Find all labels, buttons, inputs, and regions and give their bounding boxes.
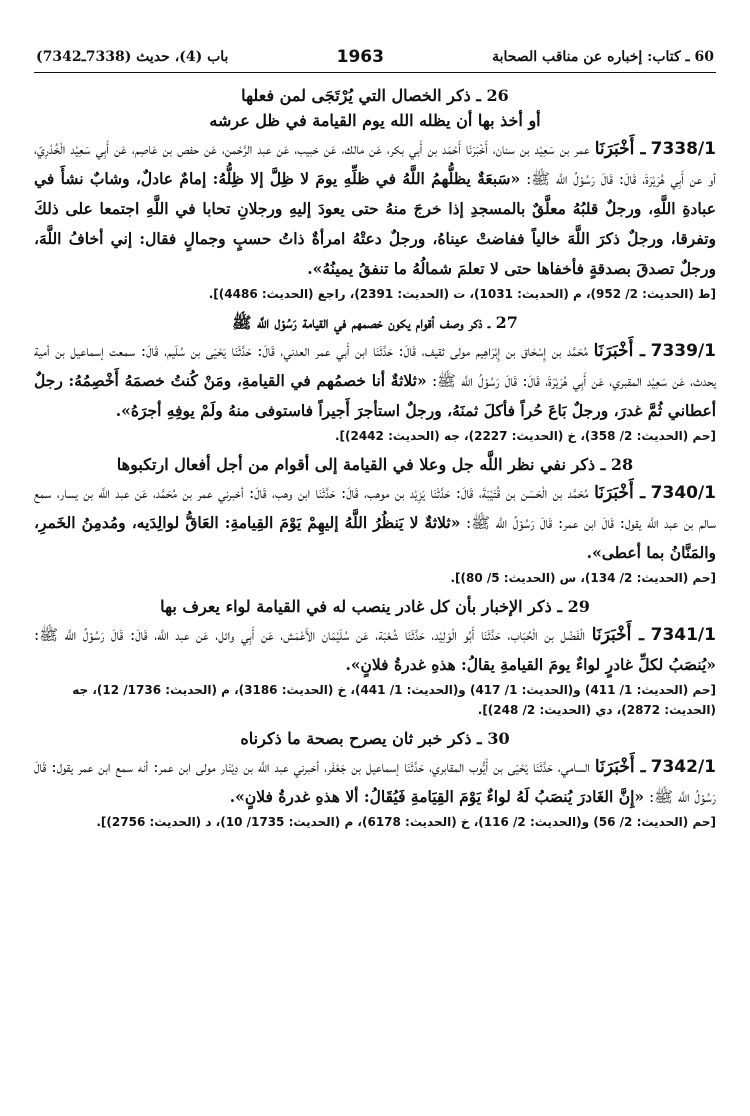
section-title-line: 27 ـ ذكر وصف أقوام يكون خصمهم في القيامة رَسُوْل اللَّه ﷺ <box>232 313 518 332</box>
section-title <box>34 452 716 477</box>
hadith-matn: «يُنصَبُ لكلِّ غادرٍ لواءٌ يومَ القيامةِ يقالُ: هذهِ غدرةُ فلانٍ». <box>345 655 716 674</box>
section-29 <box>34 594 716 720</box>
section-title-line: 26 ـ ذكر الخصال التي يُرْتَجَى لمن فعلها <box>241 86 509 105</box>
hadith-reference: [حم (الحديث: 1/ 411) و(الحديث: 1/ 417) و(الحديث: 1/ 441)، خ (الحديث: 3186)، م (الحديث: 1736/ 12)، جه (الحديث: 2872)، دي (الحديث: 2/ 248)]. <box>72 683 716 717</box>
section-title-line: أو أخذ بها أن يظله الله يوم القيامة في ظل عرشه <box>209 111 541 130</box>
section-title <box>34 594 716 619</box>
akhbarana-word: ـ أَخْبَرَنَا <box>594 757 646 777</box>
hadith-number: 7339/1 <box>650 341 716 361</box>
section-title-line: 30 ـ ذكر خبر ثان يصرح بصحة ما ذكرناه <box>240 729 510 748</box>
hadith-text <box>34 621 716 680</box>
akhbarana-word: ـ أَخْبَرَنَا <box>594 483 646 503</box>
section-27 <box>34 310 716 446</box>
hadith-reference: [حم (الحديث: 2/ 134)، س (الحديث: 5/ 80)]. <box>450 571 716 585</box>
hadith-text <box>34 753 716 812</box>
section-30 <box>34 726 716 832</box>
hadith-reference: [ط (الحديث: 2/ 952)، م (الحديث: 1031)، ت (الحديث: 2391)، راجع (الحديث: 4486)]. <box>208 287 716 301</box>
hadith-isnad: عمر بن سَعِيْد بن سنان، أَخْبَرَنَا أَحْمَد بن أَبي بكر، عَن مالك، عَن خبيب، عَن عبد الرَّحْمن، عَن حفص بن عَاصِم، عَن أَبِي سَعِيْد الْخُدْرِيّ، أو عن أَبِي هُرَيْرَةَ، قَالَ: قَالَ رَسُوْلُ اللَّه ﷺ: <box>34 140 716 188</box>
hadith-text <box>34 479 716 568</box>
hadith-text <box>34 337 716 426</box>
hadith-matn: «ثلاثةٌ لا يَنظُرُ اللَّهُ إليهِمْ يَوْمَ القِيامةِ: العَاقُّ لوالِدَيه، ومُدمِنُ الخَمرِ، والمَنَّانُ بما أعطى». <box>34 513 716 562</box>
hadith-reference: [حم (الحديث: 2/ 56) و(الحديث: 2/ 116)، خ (الحديث: 6178)، م (الحديث: 1735/ 10)، د (الحديث: 2756)]. <box>96 815 716 829</box>
hadith-isnad: الْفَضْل بن الْحُبَاب، حَدَّثَنَا أَبُو الْوَلِيْد، حَدَّثَنَا شُعْبَة، عَن سُلَيْمَان الأَعْمَش، عَن أَبِي وائل، عَن عبد اللَّه، قَالَ: قَالَ رَسُوْلُ اللَّه ﷺ: <box>34 626 586 644</box>
hadith-number: 7341/1 <box>650 625 716 645</box>
hadith-number: 7342/1 <box>650 757 716 777</box>
section-26 <box>34 83 716 304</box>
hadith-matn: «سَبعَةٌ يظلُّهمُ اللَّهُ في ظلِّهِ يومَ لا ظِلَّ إلا ظِلُّهُ: إمامٌ عادلٌ، وشابٌ نشأَ في عبادةِ اللَّهِ، ورجلٌ قلبُهُ معلَّقٌ بالمسجدِ إذا خرجَ منهُ حتى يعودَ إليهِ ورجلانِ تحابا في اللَّهِ اجتمعا على ذلكَ وتفرقا، ورجلٌ ذكرَ اللَّهَ خالياً ففاضتْ عيناهُ، ورجلٌ دعتْهُ امرأةٌ ذاتُ حسبٍ وجمالٍ فقال: إني أخافُ اللَّهَ، ورجلٌ تصدقَ بصدقةٍ فأخفاها حتى لا تعلمَ شمالُهُ ما تنفقُ يمينُهُ». <box>34 169 716 278</box>
hadith-isnad: مُحَمَّد بن الْحَسَن بن قُتَيْبَةَ، قَالَ: حَدَّثَنَا يَزِيْد بن موهب، قَالَ: حَدَّثَنَا ابن وهب، قَالَ: أخبرني عمر بن مُحَمَّد، عَن عبد اللَّه بن يسار، سمع سالم بن عبد اللَّه يقول: قَالَ ابن عمر: قَالَ رَسُوْلُ اللَّه ﷺ: <box>34 484 716 532</box>
hadith-number: 7338/1 <box>650 139 717 159</box>
page-header <box>34 48 716 73</box>
section-title <box>34 83 716 133</box>
akhbarana-word: ـ أَخْبَرَنَا <box>593 341 645 361</box>
hadith-isnad: السامي، حَدَّثَنَا يَحْيَى بن أَيُّوب المقابري، حَدَّثَنَا إسماعيل بن جَعْفَر، أخبرني عبد اللَّه بن دِيْنَار مولى ابن عمر: أنه سمع ابن عمر يقول: قَالَ رَسُوْلُ اللَّه ﷺ: <box>34 758 716 806</box>
hadith-matn: «ثلاثةٌ أنا خصمُهم في القيامةِ، ومَنْ كُنتُ خصمَهُ أَخْصِمُهُ: رجلٌ أعطاني ثُمَّ غدرَ، ورجلٌ بَاعَ حُراً فأكلَ ثمنَهُ، ورجلٌ استأجرَ أَجيراً فاستوفى منهُ ولَمْ يوفِهِ أجرَهُ». <box>34 371 716 420</box>
akhbarana-word: ـ أَخْبَرَنَا <box>594 139 646 159</box>
hadith-matn: «إِنَّ الغَادرَ يُنصَبُ لَهُ لواءٌ يَوْمَ القِيَامةِ فَيُقَالُ: ألا هذهِ غدرةُ فلانٍ». <box>229 787 645 806</box>
hadith-isnad: مُحَمَّد بن إِسْحَاق بن إِبْرَاهِيم مولى ثقيف، قَالَ: حَدَّثَنَا ابن أَبي عمر العدني، قَالَ: حَدَّثَنَا يَحْيَى بن سُلَيم، قَالَ: سمعت إسماعيل بن أمية يحدث، عَن سَعِيْد المقبري، عَن أَبِي هُرَيْرَةَ، قَالَ: قَالَ رَسُوْلُ اللَّه ﷺ: <box>34 342 716 390</box>
section-title <box>34 310 716 335</box>
hadith-text <box>34 135 716 284</box>
header-section-range: باب (4)، حديث (7338ـ7342) <box>36 49 229 65</box>
section-28 <box>34 452 716 588</box>
hadith-number: 7340/1 <box>650 483 717 503</box>
page-number: 1963 <box>336 47 384 67</box>
akhbarana-word: ـ أَخْبَرَنَا <box>591 625 644 645</box>
section-title-line: 28 ـ ذكر نفي نظر اللَّه جل وعلا في القيامة إلى أقوام من أجل أفعال ارتكبوها <box>116 455 634 474</box>
hadith-reference: [حم (الحديث: 2/ 358)، خ (الحديث: 2227)، جه (الحديث: 2442)]. <box>334 429 716 443</box>
header-chapter: 60 ـ كتاب: إخباره عن مناقب الصحابة <box>492 49 714 65</box>
section-title-line: 29 ـ ذكر الإخبار بأن كل غادر ينصب له في القيامة لواء يعرف بها <box>160 597 590 616</box>
section-title <box>34 726 716 751</box>
